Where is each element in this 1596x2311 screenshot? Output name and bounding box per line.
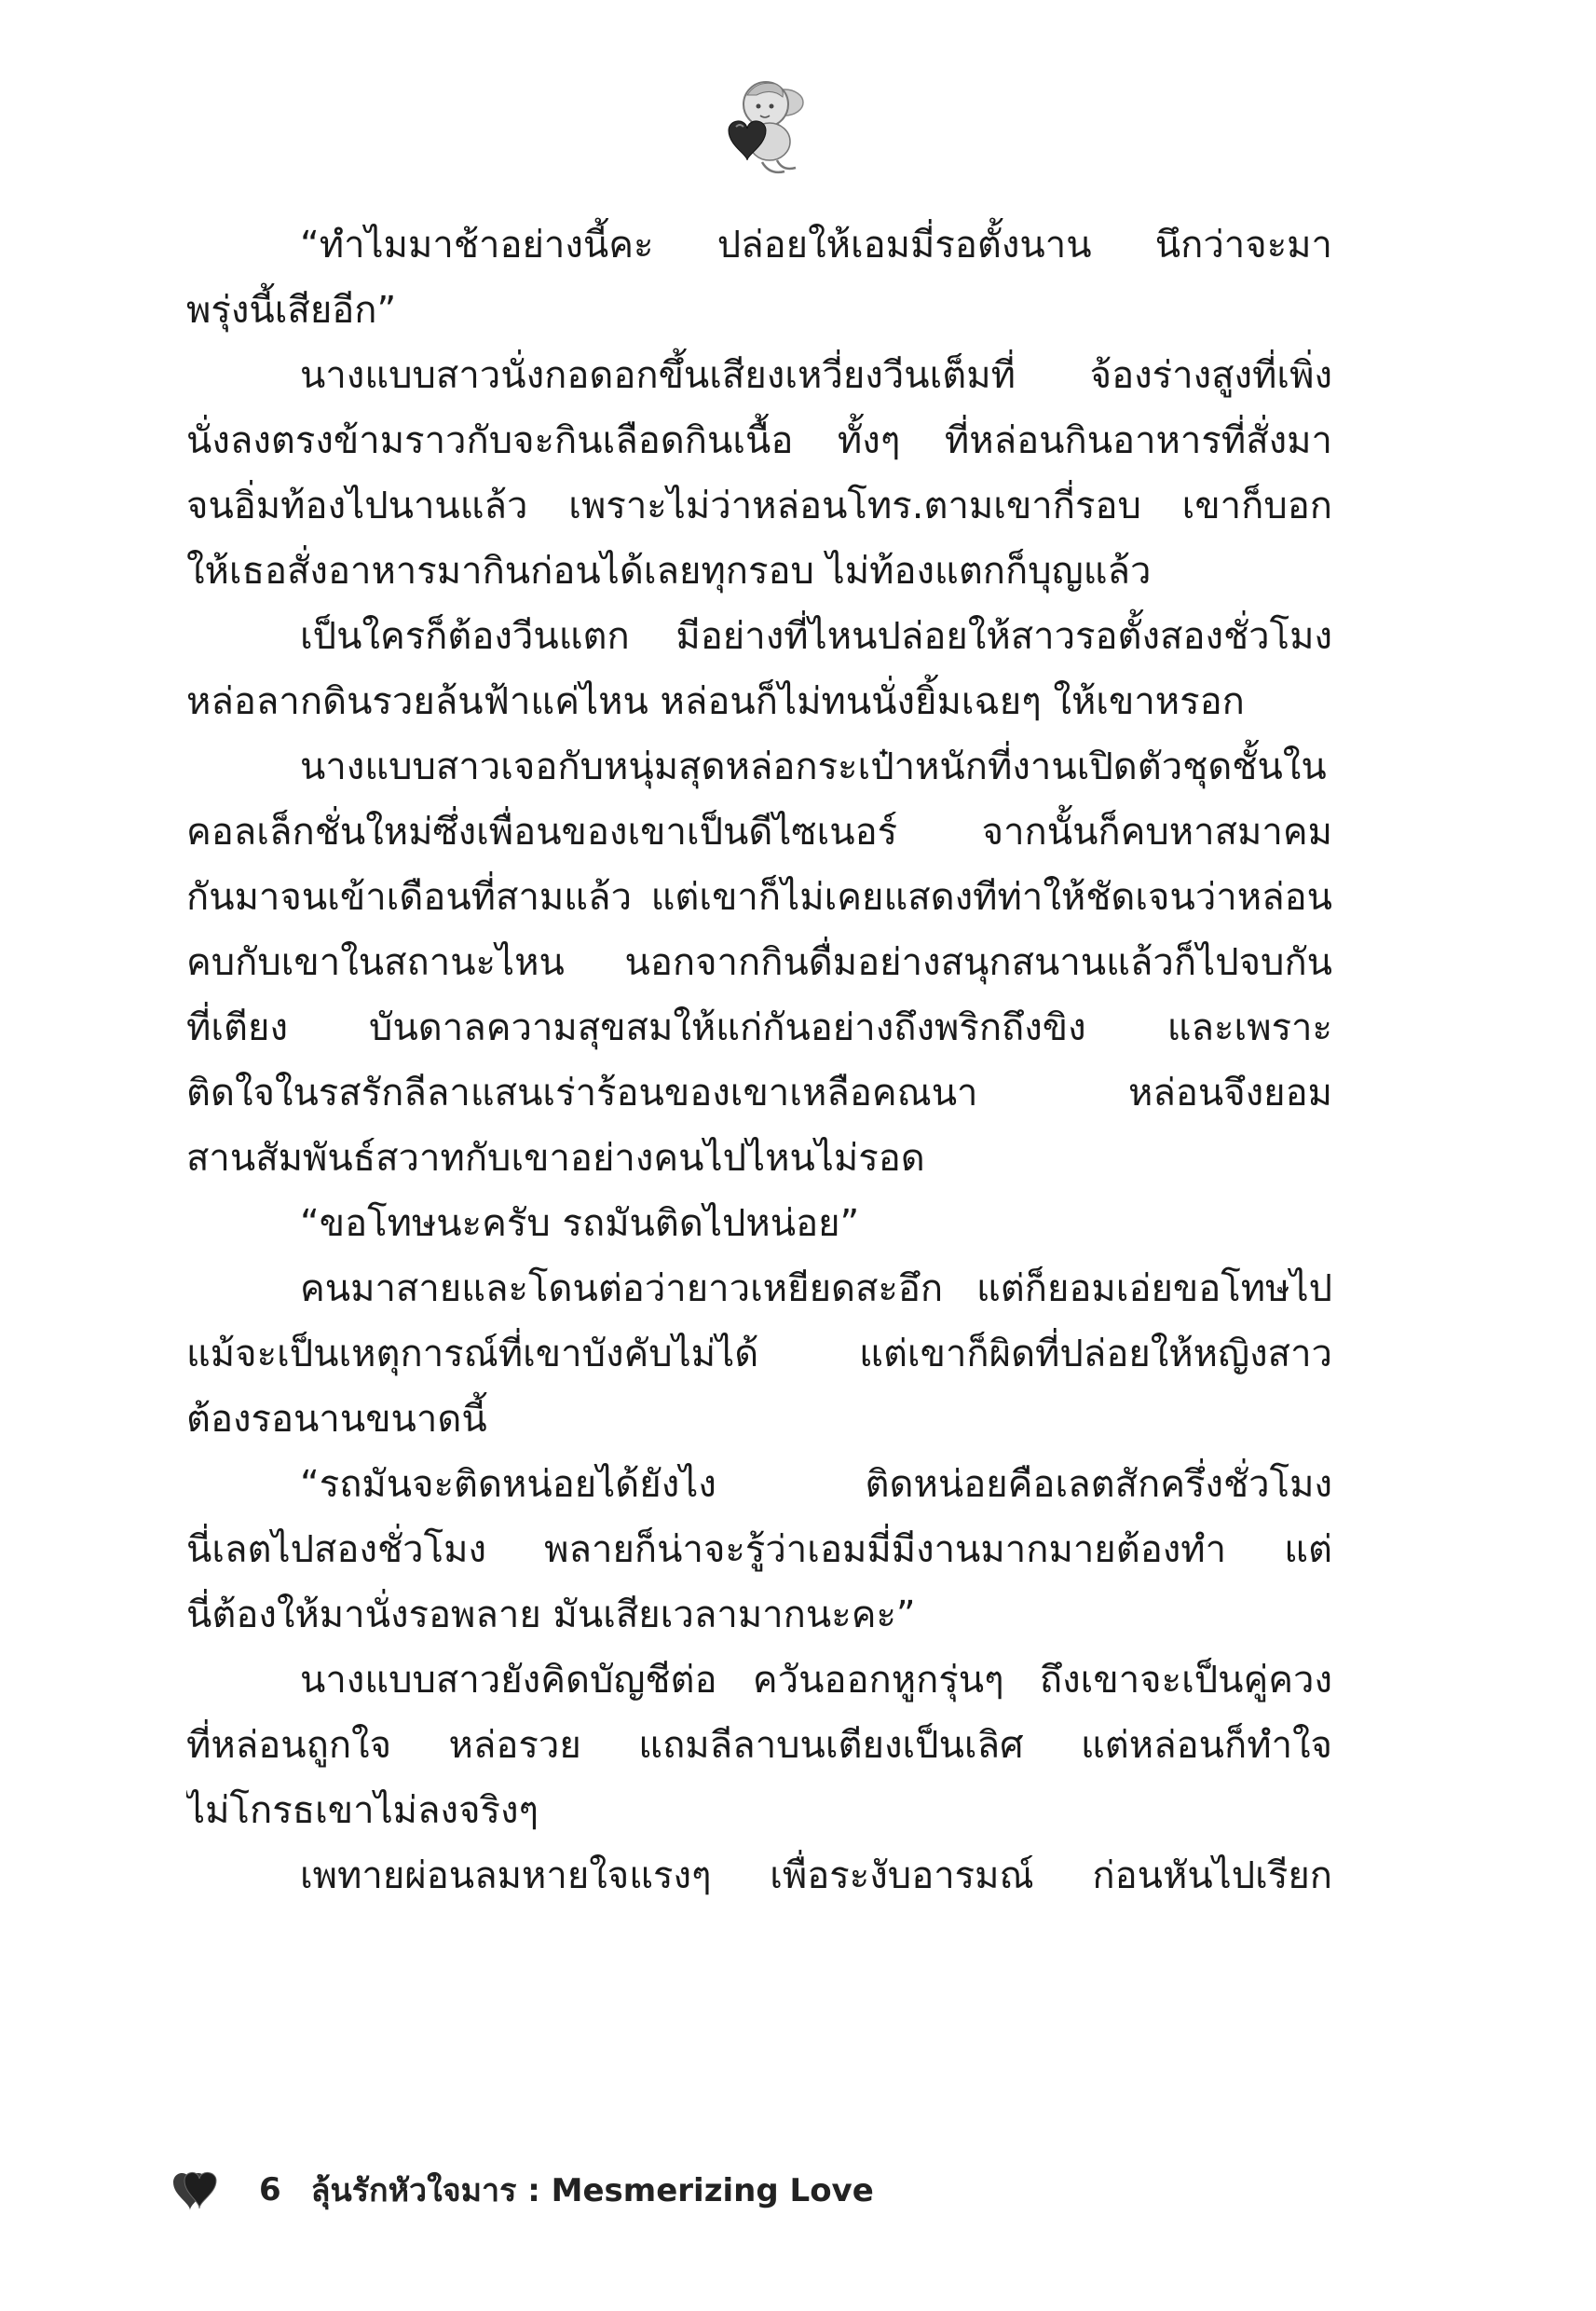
text-line: คอลเล็กชั่นใหม่ซึ่งเพื่อนของเขาเป็นดีไซเนอร์ จากนั้นก็คบหาสมาคม [186, 811, 1332, 854]
text-line: ต้องรอนานขนาดนี้ [186, 1398, 487, 1441]
cupid-with-heart-icon [708, 75, 820, 186]
text-line: นางแบบสาวยังคิดบัญชีต่อ ควันออกหูกรุ่นๆ ถึงเขาจะเป็นคู่ควง [300, 1659, 1332, 1702]
text-line: คนมาสายและโดนต่อว่ายาวเหยียดสะอึก แต่ก็ยอมเอ่ยขอโทษไป [300, 1267, 1332, 1310]
text-line: นางแบบสาวนั่งกอดอกขึ้นเสียงเหวี่ยงวีนเต็มที่ จ้องร่างสูงที่เพิ่ง [300, 354, 1332, 397]
text-line: จนอิ่มท้องไปนานแล้ว เพราะไม่ว่าหล่อนโทร.ตามเขากี่รอบ เขาก็บอก [186, 485, 1332, 527]
text-line: ที่หล่อนถูกใจ หล่อรวย แถมลีลาบนเตียงเป็นเลิศ แต่หล่อนก็ทำใจ [186, 1724, 1332, 1767]
text-line: ติดใจในรสรักลีลาแสนเร่าร้อนของเขาเหลือคณนา หล่อนจึงยอม [186, 1072, 1332, 1114]
text-line: คบกับเขาในสถานะไหน นอกจากกินดื่มอย่างสนุกสนานแล้วก็ไปจบกัน [186, 941, 1332, 984]
text-line: เพทายผ่อนลมหายใจแรงๆ เพื่อระงับอารมณ์ ก่อนหันไปเรียก [300, 1854, 1332, 1897]
text-line: แม้จะเป็นเหตุการณ์ที่เขาบังคับไม่ได้ แต่เขาก็ผิดที่ปล่อยให้หญิงสาว [186, 1333, 1332, 1375]
text-line: ให้เธอสั่งอาหารมากินก่อนได้เลยทุกรอบ ไม่ท้องแตกก็บุญแล้ว [186, 550, 1152, 593]
text-line: สานสัมพันธ์สวาทกับเขาอย่างคนไปไหนไม่รอด [186, 1137, 925, 1180]
text-line: กันมาจนเข้าเดือนที่สามแล้ว แต่เขาก็ไม่เคยแสดงทีท่าให้ชัดเจนว่าหล่อน [186, 876, 1332, 919]
text-line: นางแบบสาวเจอกับหนุ่มสุดหล่อกระเป๋าหนักที่งานเปิดตัวชุดชั้นใน [300, 745, 1327, 788]
text-line: ที่เตียง บันดาลความสุขสมให้แก่กันอย่างถึงพริกถึงขิง และเพราะ [186, 1006, 1332, 1049]
text-line: “รถมันจะติดหน่อยได้ยังไง ติดหน่อยคือเลตสักครึ่งชั่วโมง [300, 1463, 1332, 1506]
text-line: นี่เลตไปสองชั่วโมง พลายก็น่าจะรู้ว่าเอมมี่มีงานมากมายต้องทำ แต่ [186, 1528, 1332, 1571]
double-heart-icon [168, 2166, 222, 2214]
text-line: พรุ่งนี้เสียอีก” [186, 289, 397, 332]
text-line: เป็นใครก็ต้องวีนแตก มีอย่างที่ไหนปล่อยให้สาวรอตั้งสองชั่วโมง [300, 615, 1332, 658]
text-line: นี่ต้องให้มานั่งรอพลาย มันเสียเวลามากนะคะ” [186, 1593, 916, 1636]
text-line: “ขอโทษนะครับ รถมันติดไปหน่อย” [300, 1202, 860, 1245]
text-line: “ทำไมมาช้าอย่างนี้คะ ปล่อยให้เอมมี่รอตั้งนาน นึกว่าจะมา [300, 224, 1332, 267]
page-footer [168, 2162, 874, 2218]
book-title: ลุ้นรักหัวใจมาร : Mesmerizing Love [310, 2172, 874, 2209]
page-number: 6 [259, 2171, 281, 2208]
story-text [186, 212, 1332, 1908]
text-line: ไม่โกรธเขาไม่ลงจริงๆ [186, 1789, 539, 1832]
text-line: นั่งลงตรงข้ามราวกับจะกินเลือดกินเนื้อ ทั้งๆ ที่หล่อนกินอาหารที่สั่งมา [186, 419, 1332, 462]
text-line: หล่อลากดินรวยล้นฟ้าแค่ไหน หล่อนก็ไม่ทนนั่งยิ้มเฉยๆ ให้เขาหรอก [186, 680, 1245, 723]
